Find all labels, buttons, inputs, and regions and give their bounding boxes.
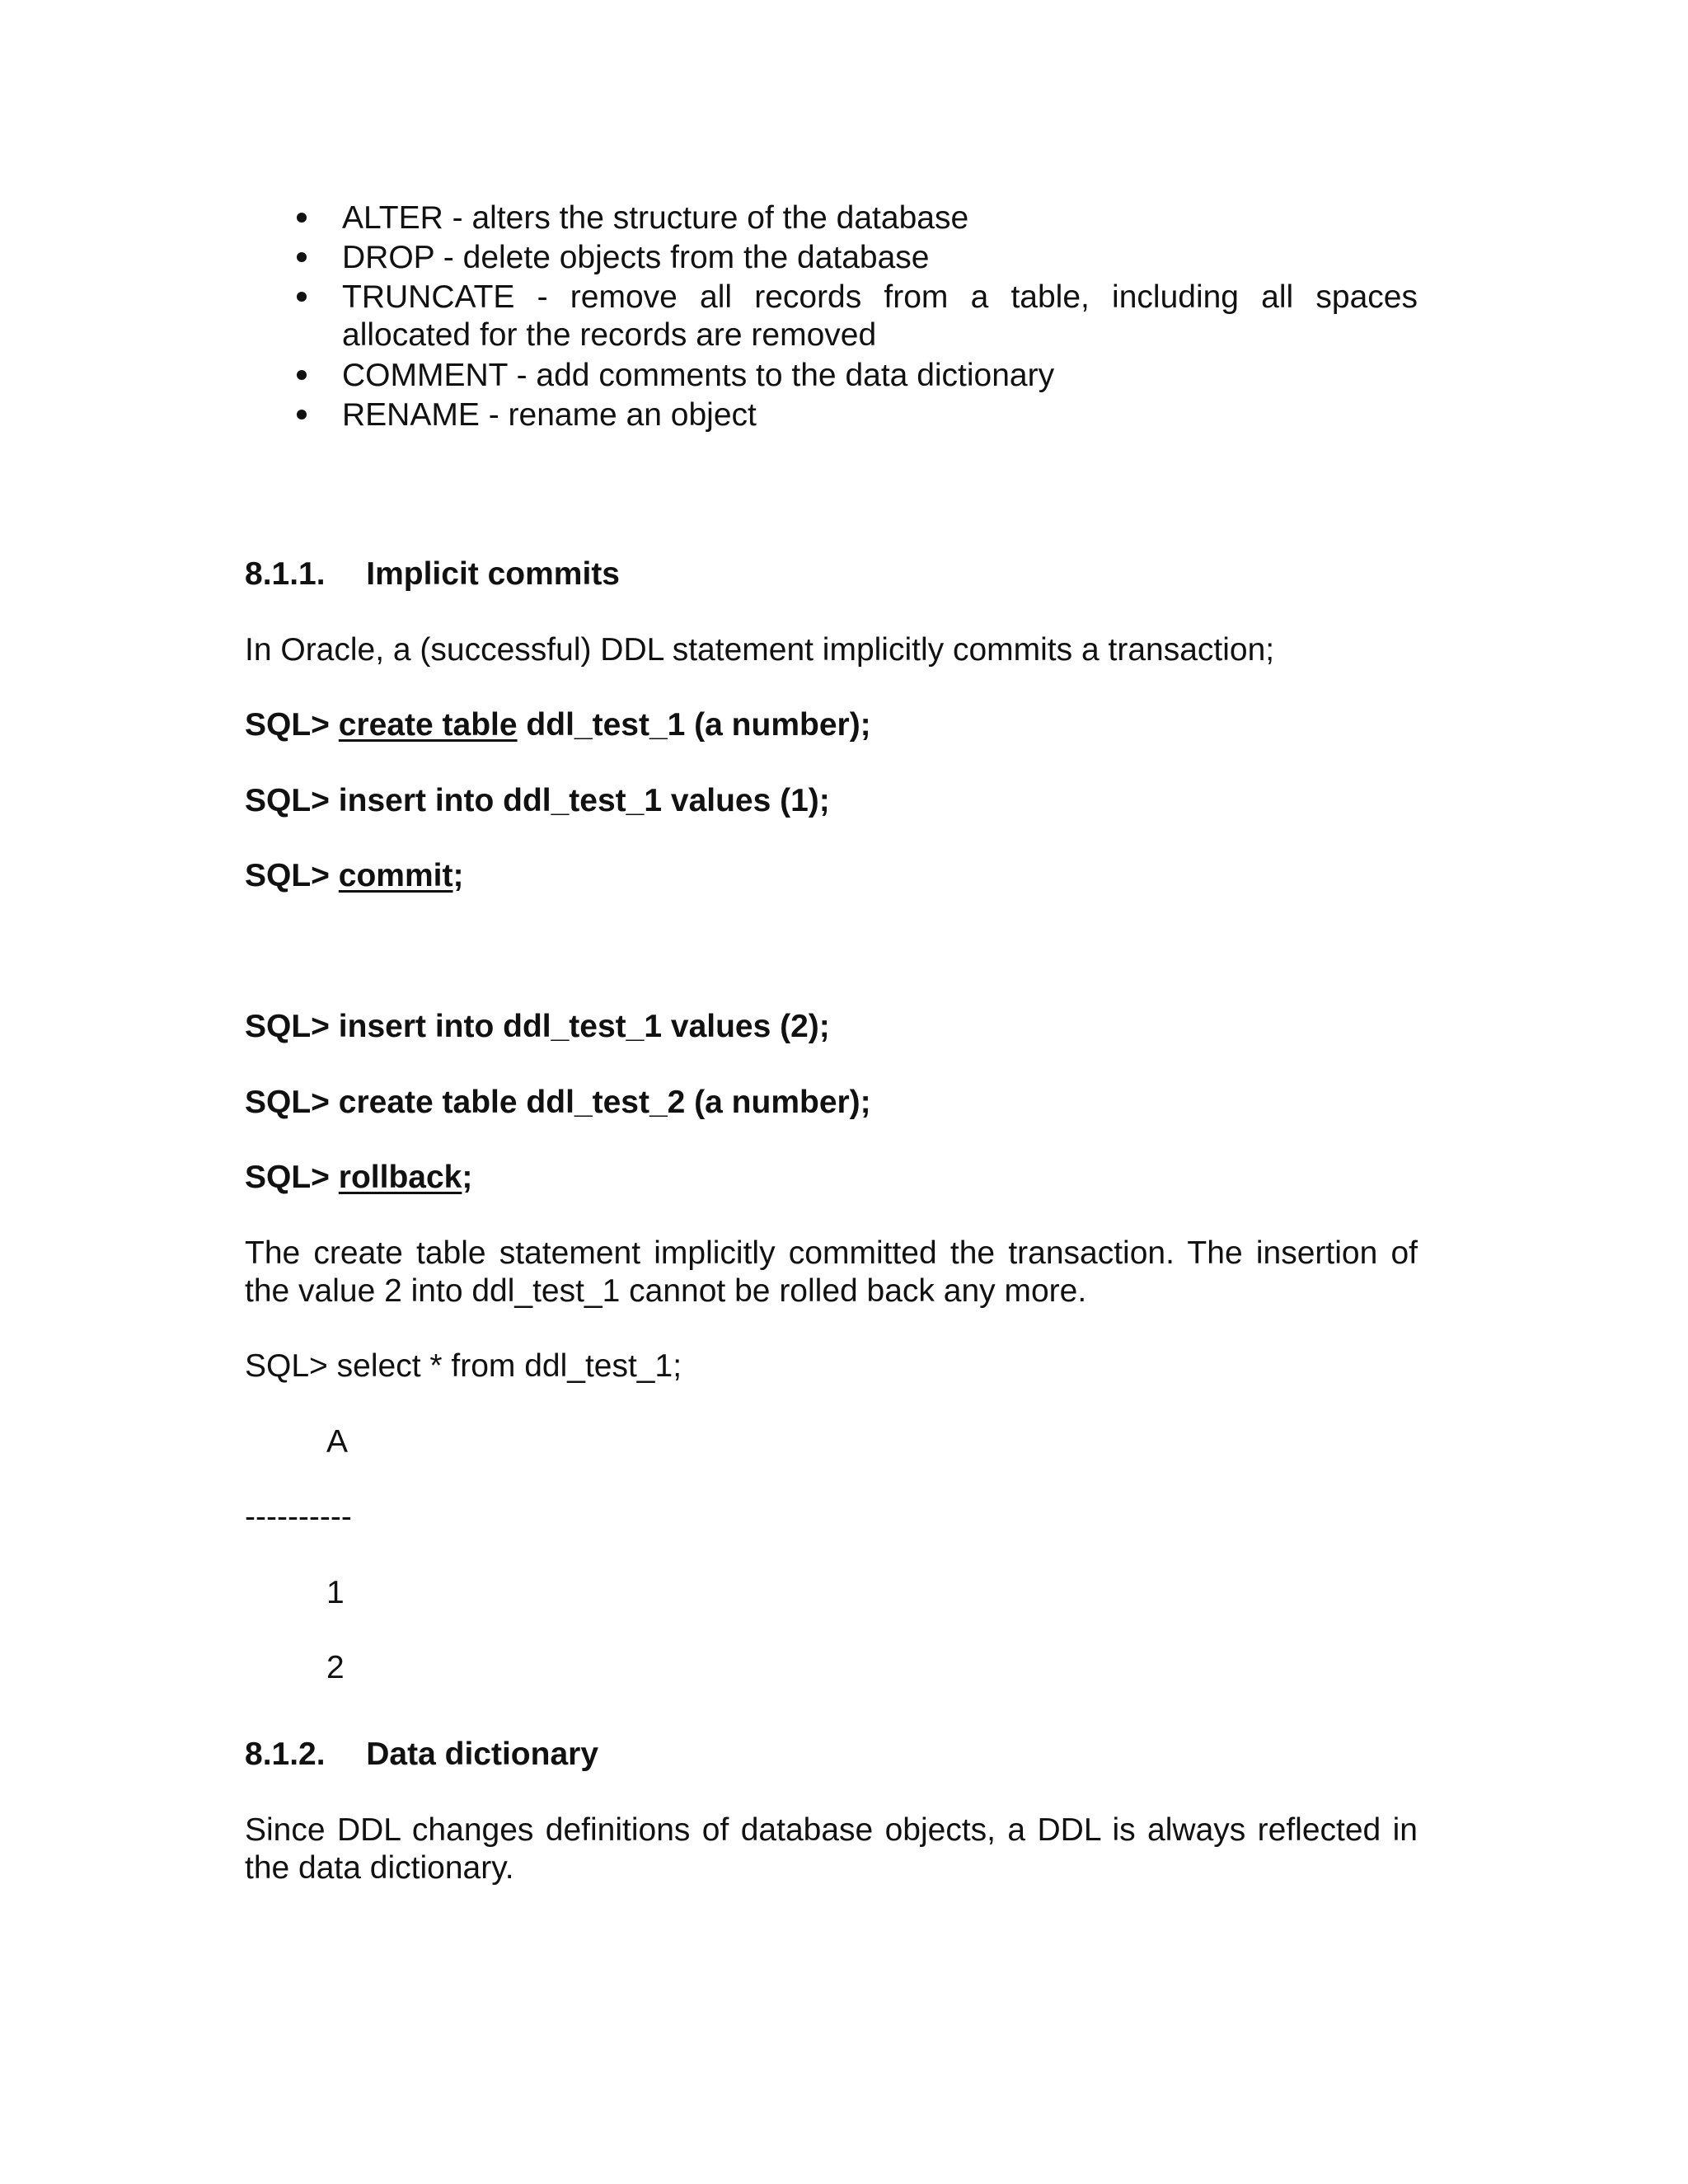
sql-rest: create table ddl_test_2 (a number); bbox=[338, 1085, 871, 1120]
bullet-item-drop: DROP - delete objects from the database bbox=[342, 240, 930, 275]
bullet-icon bbox=[297, 252, 307, 262]
bullet-icon bbox=[297, 410, 307, 419]
word: TRUNCATE bbox=[342, 279, 515, 315]
section-number: 8.1.2. bbox=[245, 1736, 326, 1772]
word: records bbox=[754, 279, 862, 315]
section-heading-implicit-commits bbox=[245, 555, 620, 593]
section-number: 8.1.1. bbox=[245, 556, 326, 592]
word: remove bbox=[570, 279, 678, 315]
result-separator: ---------- bbox=[245, 1499, 352, 1535]
sql-rest: ddl_test_1 (a number); bbox=[517, 707, 871, 743]
sql-rest: insert into ddl_test_1 values (1); bbox=[338, 783, 830, 818]
select-statement: SQL> select * from ddl_test_1; bbox=[245, 1348, 682, 1384]
section-title: Data dictionary bbox=[366, 1736, 599, 1772]
section-title: Implicit commits bbox=[366, 556, 620, 592]
sql-prompt: SQL> bbox=[245, 1085, 330, 1120]
result-row: 1 bbox=[326, 1575, 345, 1610]
sql-statement-commit bbox=[245, 857, 464, 895]
bullet-item-rename: RENAME - rename an object bbox=[342, 397, 757, 433]
sql-statement-insert-1 bbox=[245, 782, 830, 820]
sql-prompt: SQL> bbox=[245, 1009, 330, 1044]
sql-prompt: SQL> bbox=[245, 707, 330, 743]
sql-keyword: create table bbox=[338, 707, 518, 743]
word: spaces bbox=[1315, 279, 1418, 315]
sql-statement-insert-2 bbox=[245, 1008, 830, 1046]
explanation-paragraph: The create table statement implicitly committed the transaction. The insertion of the value 2 into ddl_test_1 cannot be rolled back any more. bbox=[245, 1235, 1418, 1309]
bullet-item-truncate-line2: allocated for the records are removed bbox=[342, 317, 877, 353]
word: including bbox=[1112, 279, 1239, 315]
sql-prompt: SQL> bbox=[245, 858, 330, 893]
intro-paragraph: In Oracle, a (successful) DDL statement implicitly commits a transaction; bbox=[245, 632, 1275, 668]
sql-keyword: commit bbox=[338, 858, 453, 893]
bullet-icon bbox=[297, 292, 307, 302]
sql-keyword: rollback bbox=[338, 1160, 462, 1195]
word: a bbox=[970, 279, 989, 315]
bullet-item-truncate-line1 bbox=[342, 279, 1418, 316]
result-column-header: A bbox=[326, 1424, 349, 1460]
closing-paragraph: Since DDL changes definitions of database objects, a DDL is always reflected in the data dictionary. bbox=[245, 1812, 1418, 1886]
sql-prompt: SQL> bbox=[245, 783, 330, 818]
word: all bbox=[700, 279, 733, 315]
sql-rest: ; bbox=[462, 1160, 473, 1195]
word: from bbox=[884, 279, 949, 315]
word: - bbox=[537, 279, 548, 315]
bullet-icon bbox=[297, 370, 307, 380]
bullet-item-comment: COMMENT - add comments to the data dictionary bbox=[342, 358, 1055, 393]
word: table, bbox=[1010, 279, 1090, 315]
result-row: 2 bbox=[326, 1650, 345, 1685]
bullet-item-alter: ALTER - alters the structure of the database bbox=[342, 200, 969, 236]
section-heading-data-dictionary bbox=[245, 1736, 598, 1774]
sql-statement-rollback bbox=[245, 1159, 472, 1197]
sql-statement-create-table-2 bbox=[245, 1084, 871, 1122]
sql-rest: insert into ddl_test_1 values (2); bbox=[338, 1009, 830, 1044]
sql-rest: ; bbox=[452, 858, 464, 893]
sql-statement-create-table-1 bbox=[245, 706, 871, 744]
word: all bbox=[1261, 279, 1294, 315]
sql-prompt: SQL> bbox=[245, 1160, 330, 1195]
bullet-icon bbox=[297, 213, 307, 223]
